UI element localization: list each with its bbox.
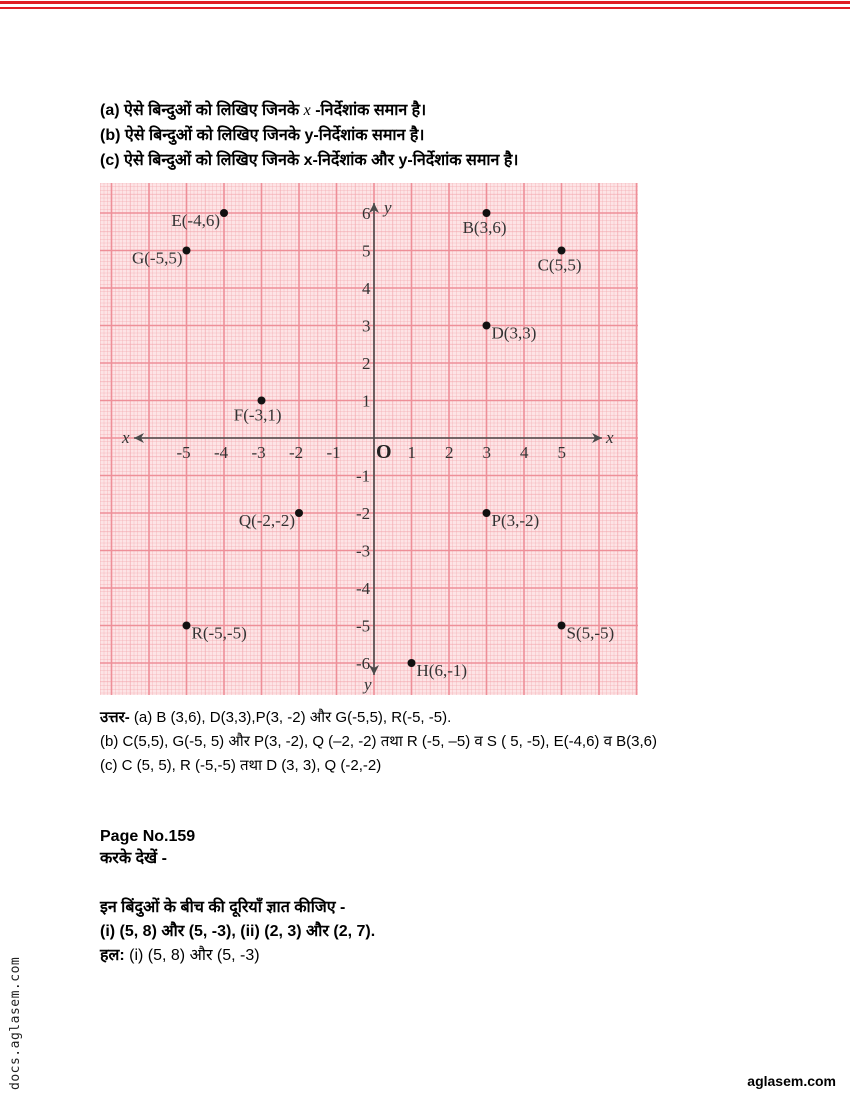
point-label: R(-5,-5) xyxy=(191,623,247,643)
answer-a-text: (a) B (3,6), D(3,3),P(3, -2) और G(-5,5), R(-5, -5). xyxy=(129,709,452,726)
point-marker xyxy=(558,247,566,255)
point-label: S(5,-5) xyxy=(566,623,615,643)
x-tick-label: 2 xyxy=(445,443,454,462)
point-label: F(-3,1) xyxy=(233,405,282,425)
x-tick-label: 5 xyxy=(557,443,566,462)
x-tick-label: 3 xyxy=(482,443,491,462)
point-marker xyxy=(220,209,228,217)
y-tick-label: 3 xyxy=(362,316,371,336)
point-label: B(3,6) xyxy=(462,218,507,237)
x-tick-label: -5 xyxy=(176,443,191,462)
y-tick-label: -5 xyxy=(356,616,371,636)
x-axis-label: x xyxy=(606,428,614,447)
solution-text: (i) (5, 8) और (5, -3) xyxy=(124,947,260,964)
point-marker xyxy=(183,622,191,630)
coordinate-graph xyxy=(100,183,638,695)
y-tick-label: -6 xyxy=(356,654,371,673)
point-marker xyxy=(295,509,303,517)
y-tick-label: -3 xyxy=(356,541,371,561)
x-tick-label: -1 xyxy=(326,443,341,462)
questions-block xyxy=(100,98,518,173)
answer-c: (c) C (5, 5), R (-5,-5) तथा D (3, 3), Q (-2,-2) xyxy=(100,757,382,774)
point-marker xyxy=(408,659,416,667)
solution-label: हल: xyxy=(100,947,125,964)
solution-line xyxy=(100,944,375,968)
origin-label: O xyxy=(376,441,392,463)
top-rule xyxy=(0,1,850,4)
question-c: (c) ऐसे बिन्दुओं को लिखिए जिनके x-निर्देशांक और y-निर्देशांक समान है। xyxy=(100,152,519,169)
question-a xyxy=(100,98,518,123)
point-marker xyxy=(258,397,266,405)
distance-section xyxy=(100,896,375,968)
x-tick-label: -3 xyxy=(251,443,266,462)
point-marker xyxy=(483,509,491,517)
question-a-suffix: -निर्देशांक समान है। xyxy=(310,102,427,119)
point-label: G(-5,5) xyxy=(131,248,183,268)
x-axis-label-negative: x xyxy=(122,428,130,447)
point-label: Q(-2,-2) xyxy=(238,511,295,530)
y-tick-label: 2 xyxy=(362,354,371,373)
point-label: D(3,3) xyxy=(491,323,537,343)
page-number: Page No.159 xyxy=(100,828,196,845)
y-tick-label: 5 xyxy=(362,241,371,261)
question-b: (b) ऐसे बिन्दुओं को लिखिए जिनके y-निर्देशांक समान है। xyxy=(100,127,425,144)
point-marker xyxy=(483,209,491,217)
point-marker xyxy=(183,247,191,255)
distance-title: इन बिंदुओं के बीच की दूरियाँ ज्ञात कीजिए - xyxy=(100,899,346,916)
y-tick-label: 1 xyxy=(362,391,371,411)
y-tick-label: -2 xyxy=(356,504,371,523)
x-tick-label: -2 xyxy=(289,443,304,462)
y-axis-label: y xyxy=(384,198,392,217)
sidebar-watermark: docs.aglasem.com xyxy=(8,956,23,1090)
point-marker xyxy=(483,322,491,330)
x-tick-label: -4 xyxy=(214,443,229,462)
answer-a xyxy=(100,706,800,730)
x-tick-label: 1 xyxy=(407,443,416,462)
answer-block xyxy=(100,706,800,778)
distance-problems: (i) (5, 8) और (5, -3), (ii) (2, 3) और (2, 7). xyxy=(100,923,376,940)
y-tick-label: 6 xyxy=(362,204,371,223)
footer-site: aglasem.com xyxy=(747,1073,836,1089)
page-heading xyxy=(100,826,195,870)
question-a-prefix: (a) ऐसे बिन्दुओं को लिखिए जिनके xyxy=(100,102,304,119)
y-axis-label-negative: y xyxy=(364,675,372,694)
y-tick-label: -1 xyxy=(356,466,371,486)
point-label: H(6,-1) xyxy=(416,661,468,680)
y-tick-label: 4 xyxy=(362,279,371,298)
point-marker xyxy=(558,622,566,630)
answer-label: उत्तर- xyxy=(100,709,130,726)
top-rule-secondary xyxy=(0,7,850,9)
x-tick-label: 4 xyxy=(520,443,529,462)
point-label: C(5,5) xyxy=(537,255,582,275)
karke-dekhen-heading: करके देखें - xyxy=(100,850,167,867)
answer-b: (b) C(5,5), G(-5, 5) और P(3, -2), Q (–2, -2) तथा R (-5, –5) व S ( 5, -5), E(-4,6) व B(3,6) xyxy=(100,733,657,750)
question-a-variable: x xyxy=(303,102,311,119)
y-tick-label: -4 xyxy=(356,579,371,598)
point-label: P(3,-2) xyxy=(491,511,540,530)
point-label: E(-4,6) xyxy=(171,211,220,230)
